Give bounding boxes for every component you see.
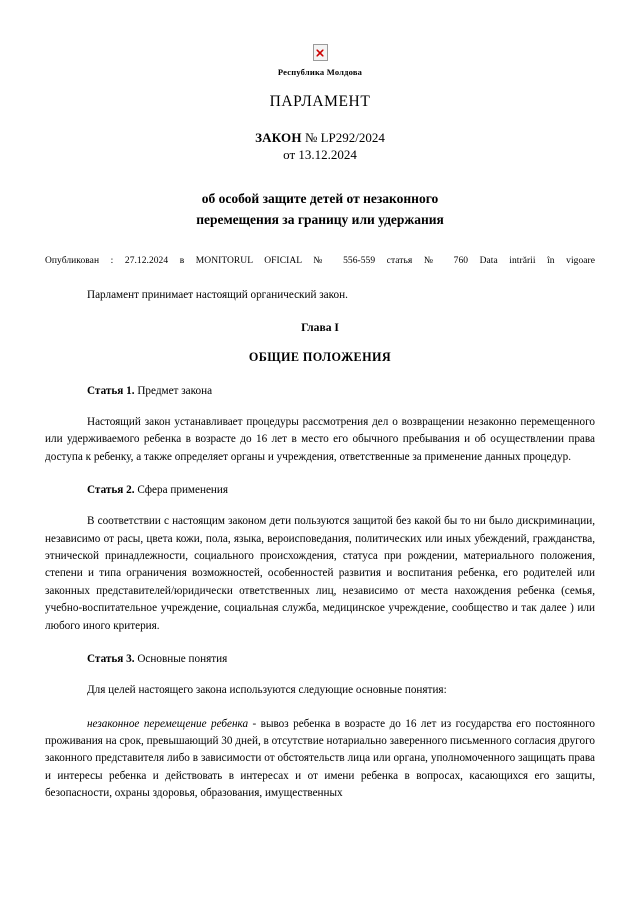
document-title-line-1: об особой защите детей от незаконного bbox=[201, 191, 439, 206]
definition-term: незаконное перемещение ребенка bbox=[87, 717, 249, 730]
publication-info: Опубликован : 27.12.2024 в MONITORUL OFICIAL № 556-559 статья № 760 Data intrării în vigoare bbox=[45, 255, 595, 266]
document-title bbox=[105, 189, 535, 231]
institution-name: ПАРЛАМЕНТ bbox=[269, 93, 371, 110]
law-label: ЗАКОН bbox=[255, 130, 302, 145]
article-title-2: Сфера применения bbox=[137, 483, 229, 496]
definition-text: - вывоз ребенка в возрасте до 16 лет из государства его постоянного проживания на срок, превышающий 30 дней, в отсутствие нотариально заверенного письменного согласия другого законного представителя либо в зависимости от обстоятельств лица или органа, уполномоченного защищать права и интересы ребенка и действовать в интересах и от имени ребенка в вопросах, касающихся его защиты, безопасности, охраны здоровья, образования, имущественных bbox=[45, 717, 595, 800]
article-heading-3 bbox=[45, 651, 595, 668]
document-title-line-2: перемещения за границу или удержания bbox=[196, 211, 444, 227]
article-heading-1 bbox=[45, 383, 595, 400]
article-paragraph-2-1: В соответствии с настоящим законом дети пользуются защитой без какой бы то ни было дискриминации, независимо от расы, цвета кожи, пола, языка, вероисповедания, политических или иных убеждений, гражданства, этнической принадлежности, социального происхождения, статуса при рождении, материального положения, степени и типа ограничения возможностей, особенностей развития и воспитания ребенка, его родителей или законных представителей/юридически ответственных лиц, независимо от места нахождения ребенка (семья, учебно-воспитательное учреждение, социальная служба, медицинское учреждение, сообщество и так далее ) или любого иного критерия. bbox=[45, 515, 595, 632]
chapter-title: ОБЩИЕ ПОЛОЖЕНИЯ bbox=[248, 349, 392, 364]
article-title-1: Предмет закона bbox=[137, 384, 213, 397]
article-number-3: Статья 3. bbox=[87, 652, 135, 665]
emblem-container bbox=[45, 44, 595, 61]
law-number: № LP292/2024 bbox=[304, 130, 385, 145]
chapter-heading: Глава I bbox=[301, 320, 339, 334]
country-name: Республика Молдова bbox=[277, 67, 363, 77]
article-paragraph-1-1: Настоящий закон устанавливает процедуры рассмотрения дел о возвращении незаконно перемещенного или удерживаемого ребенка в возрасте до 16 лет в место его обычного пребывания и об осуществлении права доступа к ребенку, а также определяет органы и учреждения, ответственные за применение данных процедур. bbox=[45, 415, 595, 463]
law-date: от 13.12.2024 bbox=[283, 147, 357, 162]
article-title-3: Основные понятия bbox=[137, 652, 228, 665]
definition-paragraph bbox=[45, 716, 595, 803]
enacting-clause: Парламент принимает настоящий органический закон. bbox=[87, 289, 348, 302]
article-number-2: Статья 2. bbox=[87, 483, 135, 496]
article-paragraph-3-1: Для целей настоящего закона используются следующие основные понятия: bbox=[87, 684, 447, 697]
article-heading-2 bbox=[45, 482, 595, 499]
broken-image-icon bbox=[313, 44, 328, 61]
article-number-1: Статья 1. bbox=[87, 384, 135, 397]
law-number-line bbox=[45, 130, 595, 146]
